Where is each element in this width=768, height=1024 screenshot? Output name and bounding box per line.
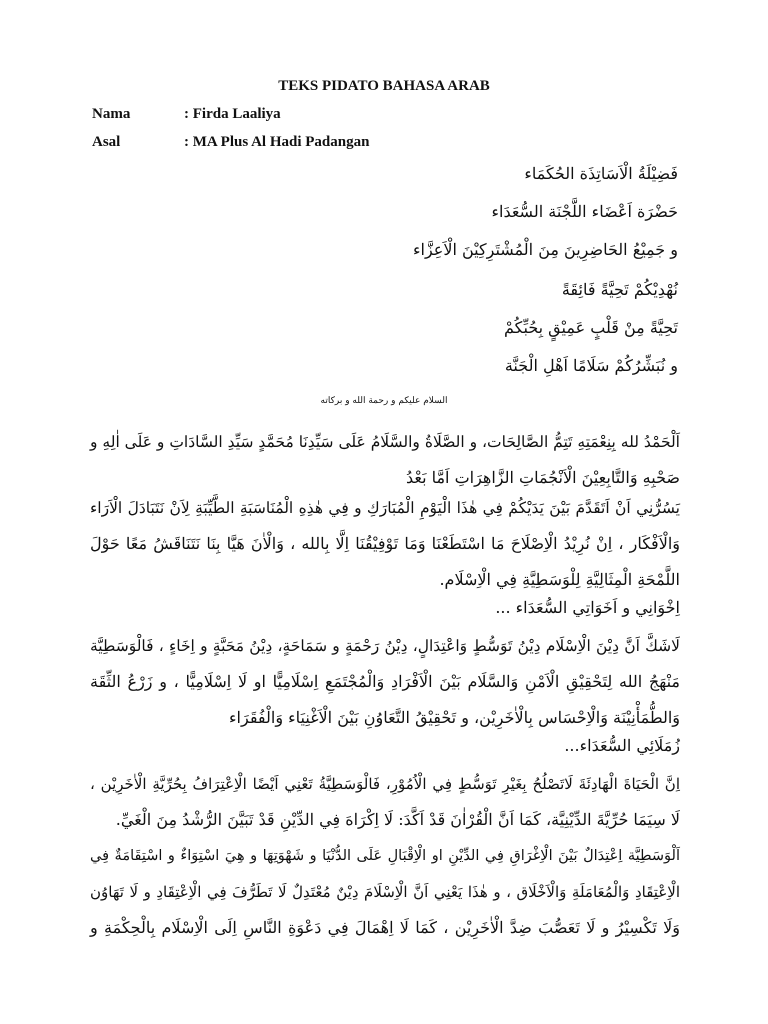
greeting-line: و جَمِيْعُ الحَاضِرِينَ مِنَ الْمُشْتَرِكِيْنَ الْاَعِزَّاء (413, 240, 678, 259)
paragraph-line: وَالْاَفْكَار ، اِنْ نُرِيْدُ الْاِصْلَاحَ مَا اسْتَطَعْنَا وَمَا تَوْفِيْقُنَا اِلَّا بِالله ، وَالْاٰنَ هَيَّا بِنَا نَتَنَاقَشُ مَعًا حَوْلَ (90, 534, 680, 553)
meta-row-name (92, 106, 281, 123)
paragraph-intro (90, 490, 680, 598)
paragraph-line: صَحْبِهِ وَالتَّابِعِيْنَ الْاَنْجُمَاتِ الزَّاهِرَاتِ اَمَّا بَعْدُ (405, 468, 680, 487)
paragraph-wasathiyah-1 (90, 628, 680, 736)
paragraph-wasathiyah-2 (90, 766, 680, 838)
paragraph-line: وَالطُّمَأْنِيْنَة وَالْاِحْسَاس بِالْاٰخَرِيْن، و تَحْقِيْقُ التَّعَاوُنِ بَيْنَ الْاَغْنِيَاء وَالْفُقَرَاء (229, 708, 680, 727)
paragraph-line: وَلَا تَكْسِيْرُ و لَا تَعَصُّبَ ضِدَّ الْاٰخَرِيْن ، كَمَا لَا اِهْمَالَ فِي دَعْوَةِ النَّاسِ اِلَى الْاِسْلَام بِالْحِكْمَةِ و (90, 918, 681, 937)
meta-label: Nama (92, 106, 131, 122)
meta-label: Asal (92, 134, 121, 150)
paragraph-line: يَسُرُّنِي اَنْ اَتَقَدَّمَ بَيْنَ يَدَيْكُمْ فِي هٰذَا الْيَوْمِ الْمُبَارَكِ و فِي هٰذِهِ الْمُنَاسَبَةِ الطَّيِّبَةِ لِاَنْ نَتَبَادَلَ الْاَرَاء (90, 499, 680, 517)
meta-value: : Firda Laaliya (184, 106, 281, 122)
paragraph-address-2 (90, 728, 680, 764)
greeting-line: حَضْرَة اَعْضَاء اللَّجْنَة السُّعَدَاء (491, 202, 678, 221)
meta-value: : MA Plus Al Hadi Padangan (184, 134, 370, 150)
paragraph-wasathiyah-3 (90, 838, 680, 946)
paragraph-line: اَلْحَمْدُ لله بِنِعْمَتِهِ تَتِمُّ الصَّالِحَات، و الصَّلَاةُ والسَّلَامُ عَلَى سَيِّدِنَا مُحَمَّدٍ سَيِّدِ السَّادَاتِ و عَلَى اٰلِهِ و (90, 433, 680, 451)
greeting-line: تَحِيَّةً مِنْ قَلْبٍ عَمِيْقٍ بِحُبِّكُمْ (504, 318, 678, 337)
paragraph-line: لَاشَكَّ اَنَّ دِيْنَ الْاِسْلَام دِيْنُ تَوَسُّطٍ وَاعْتِدَالٍ، دِيْنُ رَحْمَةٍ و سَمَاحَةٍ، دِيْنُ مَحَبَّةٍ و اِخَاءٍ ، فَالْوَسَطِيَّة (90, 637, 680, 655)
paragraph-line: اَلْوَسَطِيَّة اِعْتِدَالٌ بَيْنَ الْاِغْرَاقِ فِي الدِّيْنِ او الْاِقْبَالِ عَلَى الدُّنْيَا و شَهْوَتِهَا و هِيَ اسْتِوَاءٌ و اسْتِقَامَةٌ فِي (90, 848, 680, 864)
meta-row-origin (92, 134, 369, 151)
document-title: TEKS PIDATO BAHASA ARAB (278, 78, 490, 94)
paragraph-line: زُمَلَائِي السُّعَدَاء... (564, 736, 680, 755)
salam-line: السلام عليكم و رحمة الله و بركاته (320, 396, 448, 406)
greeting-line: و نُبَشِّرُكُمْ سَلَامًا اَهْلِ الْجَنَّة (504, 356, 678, 375)
paragraph-line: اِنَّ الْحَيَاةَ الْهَادِئَةَ لَاتَصْلُحُ بِغَيْرِ تَوَسُّطٍ فِي الْاُمُوْرِ، فَالْوَسَطِيَّةُ تَعْنِي اَيْضًا الْاِعْتِرَافُ بِحُرِّيَّةِ الْاٰخَرِيْن ، (90, 775, 680, 793)
paragraph-address-1 (90, 590, 680, 626)
paragraph-line: اِخْوَانِي و اَخَوَاتِي السُّعَدَاء ... (495, 598, 680, 617)
paragraph-line: اللَّمْحَةِ الْمِثَالِيَّةِ لِلْوَسَطِيَّةِ فِي الْاِسْلَام. (439, 570, 680, 589)
paragraph-line: الْاِعْتِقَادِ وَالْمُعَامَلَةِ وَالْاَخْلَاق ، و هٰذَا يَعْنِي اَنَّ الْاِسْلَامَ دِيْنٌ مُعْتَدِلٌ لَا تَطَرُّفَ فِي الْاِعْتِقَادِ و لَا تَهَاوُن (90, 883, 680, 901)
greeting-line: نُهْدِيْكُمْ تَحِيَّةً فَائِقَةً (561, 280, 678, 299)
greeting-line: فَضِيْلَةُ الْاَسَاتِذَة الحُكَمَاء (524, 164, 678, 183)
paragraph-opening (90, 424, 680, 496)
paragraph-line: مَنْهَجُ الله لِتَحْقِيْقِ الْاَمْنِ وَالسَّلَام بَيْنَ الْاَفْرَادِ وَالْمُجْتَمَعِ اِسْلَامِيًّا او لَا اِسْلَامِيًّا ، و زَرْعُ الثِّقَة (90, 672, 680, 691)
paragraph-line: لَا سِيَمَا حُرِّيَّةَ الدِّيْنِيَّة، كَمَا اَنَّ الْقُرْاٰنَ قَدْ اَكَّدَ: لَا اِكْرَاهَ فِي الدِّيْنِ قَدْ تَبَيَّنَ الرُّشْدُ مِنَ الْغَيِّ. (115, 810, 680, 829)
